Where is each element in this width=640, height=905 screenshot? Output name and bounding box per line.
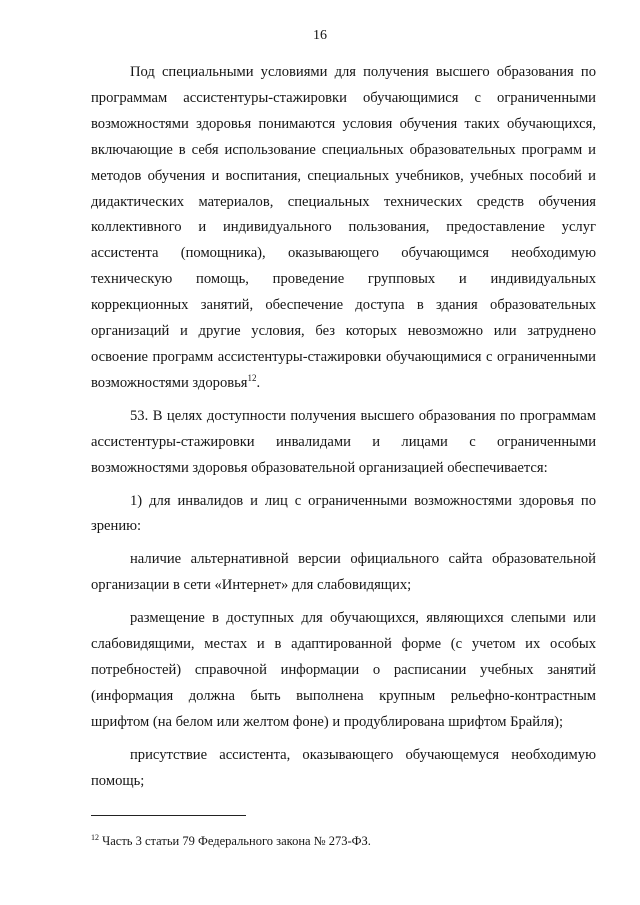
paragraph-assistant: присутствие ассистента, оказывающего обучающемуся необходимую помощь; — [91, 746, 596, 789]
footnote-reference: 12 — [247, 373, 257, 384]
paragraph-website: наличие альтернативной версии официального сайта образовательной организации в сети «Интернет» для слабовидящих; — [91, 551, 596, 594]
footnote-separator — [91, 815, 246, 816]
paragraph-placement: размещение в доступных для обучающихся, являющихся слепыми или слабовидящими, местах и в адаптированной форме (с учетом их особых потребностей) справочной информации о расписании учебных занятий (информация должна быть выполнена крупным рельефно-контрастным шрифтом (на белом или желтом фоне) и продублирована шрифтом Брайля); — [91, 610, 596, 730]
paragraph-53: 53. В целях доступности получения высшего образования по программам ассистентуры-стажировки инвалидами и лицами с ограниченными возможностями здоровья образовательной организацией обеспечивается: — [91, 407, 596, 476]
body-text — [91, 60, 596, 794]
footnote-marker: 12 — [91, 832, 99, 842]
footnote-text: Часть 3 статьи 79 Федерального закона № 273-ФЗ. — [99, 834, 371, 848]
paragraph-special-conditions: Под специальными условиями для получения высшего образования по программам ассистентуры-стажировки обучающимися с ограниченными возможностями здоровья понимаются условия обучения таких обучающихся, включающие в себя использование специальных образовательных программ и методов обучения и воспитания, специальных учебников, учебных пособий и дидактических материалов, специальных технических средств обучения коллективного и индивидуального пользования, предоставление услуг ассистента (помощника), оказывающего обучающимся необходимую техническую помощь, проведение групповых и индивидуальных коррекционных занятий, обеспечение доступа в здания образовательных организаций и другие условия, без которых невозможно или затруднено освоение программ ассистентуры-стажировки обучающимися с ограниченными возможностями здоровья$^{12}$. — [91, 64, 596, 391]
paragraph-vision-heading: 1) для инвалидов и лиц с ограниченными возможностями здоровья по зрению: — [91, 492, 596, 535]
page-number: 16 — [313, 28, 327, 43]
footnote — [91, 833, 596, 849]
